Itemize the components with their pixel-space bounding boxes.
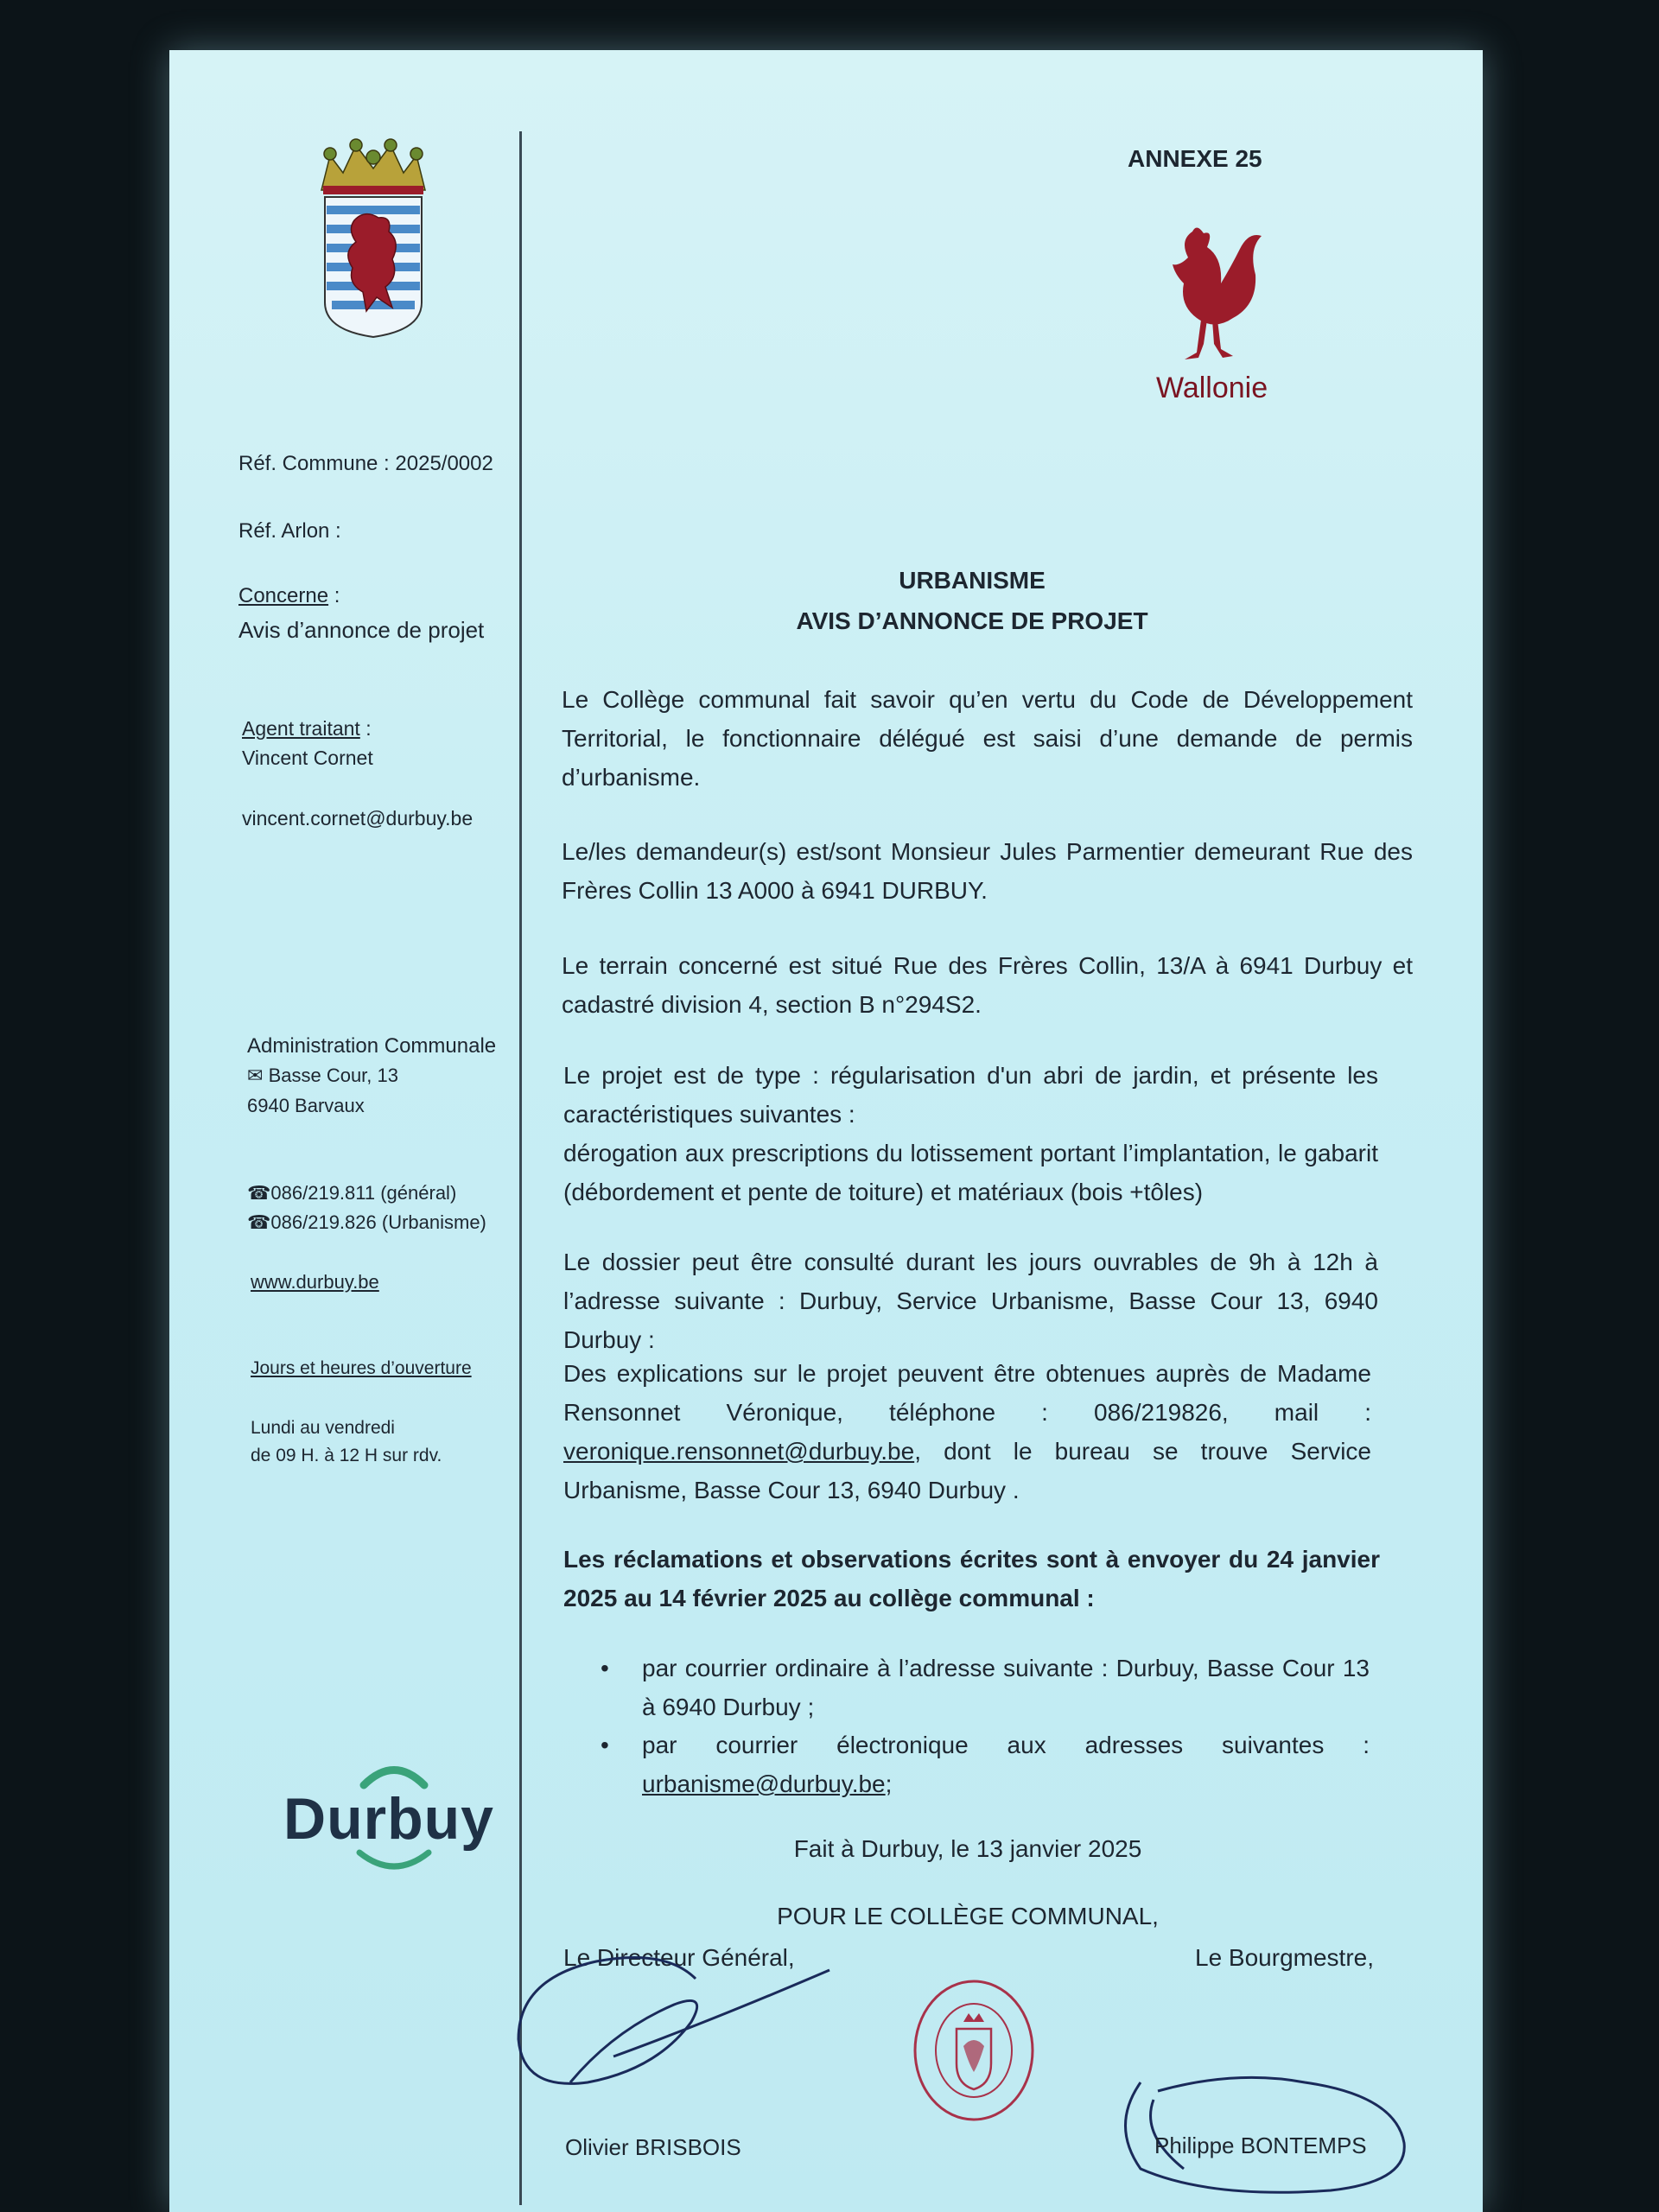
- urbanisme-email-link[interactable]: urbanisme@durbuy.be: [642, 1770, 886, 1797]
- mayor-name: Philippe BONTEMPS: [1154, 2133, 1367, 2158]
- bullet-email-text: [642, 1726, 1370, 1803]
- concerne-label: Concerne: [238, 584, 329, 607]
- notice-subtitle: AVIS D’ANNONCE DE PROJET: [796, 607, 1148, 634]
- paragraph-derogation: dérogation aux prescriptions du lotissement portant l’implantation, le gabarit (débordement et pente de toiture) et matériaux (bois +tôles): [563, 1140, 1378, 1205]
- bullet-email: [601, 1726, 1370, 1803]
- mayor-role: Le Bourgmestre,: [1195, 1944, 1374, 1971]
- phone-general-line: [247, 1179, 456, 1208]
- paragraph-project-type: Le projet est de type : régularisation d'un abri de jardin, et présente les caractéristiques suivantes :: [563, 1062, 1378, 1128]
- concerne-value: Avis d’annonce de projet: [238, 617, 485, 643]
- envelope-icon: ✉: [247, 1065, 264, 1086]
- paragraph-intro: Le Collège communal fait savoir qu’en vertu du Code de Développement Territorial, le fonctionnaire délégué est saisi d’une demande de permis d’urbanisme.: [562, 686, 1413, 791]
- agent-name: Vincent Cornet: [242, 747, 373, 769]
- annex-label: ANNEXE 25: [1128, 145, 1262, 172]
- paragraph-applicant: Le/les demandeur(s) est/sont Monsieur Jules Parmentier demeurant Rue des Frères Collin 13 A000 à 6941 DURBUY.: [562, 838, 1413, 904]
- notice-title: URBANISME: [899, 567, 1046, 594]
- website-link[interactable]: www.durbuy.be: [251, 1271, 379, 1293]
- paragraph-location: Le terrain concerné est situé Rue des Frères Collin, 13/A à 6941 Durbuy et cadastré division 4, section B n°294S2.: [562, 952, 1413, 1018]
- phone-urbanisme-line: [247, 1208, 486, 1237]
- durbuy-logo-text: Durbuy: [283, 1786, 494, 1852]
- phone-icon: ☎: [247, 1211, 271, 1233]
- paragraph-consultation: Le dossier peut être consulté durant les jours ouvrables de 9h à 12h à l’adresse suivante : Durbuy, Service Urbanisme, Basse Cour 13, 6940 Durbuy :: [563, 1249, 1378, 1353]
- phone-icon: ☎: [247, 1182, 271, 1204]
- paragraph-contact: [563, 1354, 1371, 1510]
- hours-time: de 09 H. à 12 H sur rdv.: [251, 1446, 442, 1465]
- durbuy-logo: [282, 1751, 498, 1880]
- agent-separator: :: [359, 717, 372, 740]
- admin-name: Administration Communale: [247, 1034, 497, 1058]
- bullet-postal: [601, 1649, 1370, 1726]
- concerne-heading: [238, 582, 340, 611]
- ref-arlon: Réf. Arlon :: [238, 519, 341, 543]
- phone-general[interactable]: 086/219.811 (général): [270, 1182, 457, 1204]
- admin-street-line: [247, 1061, 398, 1090]
- director-role: Le Directeur Général,: [563, 1944, 795, 1971]
- bullet-postal-text: par courrier ordinaire à l’adresse suivante : Durbuy, Basse Cour 13 à 6940 Durbuy ;: [642, 1655, 1370, 1720]
- wallonie-logo-text: Wallonie: [1156, 372, 1268, 404]
- admin-street: Basse Cour, 13: [268, 1065, 398, 1086]
- column-divider: [519, 131, 522, 2205]
- admin-city: 6940 Barvaux: [247, 1095, 365, 1116]
- contact-email-link[interactable]: veronique.rensonnet@durbuy.be: [563, 1438, 915, 1465]
- director-name: Olivier BRISBOIS: [565, 2134, 741, 2160]
- commune-stamp: [912, 1977, 1037, 2124]
- contact-text-end: , dont le bureau se trouve Service Urbanisme, Basse Cour 13, 6940 Durbuy .: [563, 1438, 1371, 1503]
- mayor-signature: [1106, 2048, 1417, 2203]
- for-college: POUR LE COLLÈGE COMMUNAL,: [777, 1903, 1159, 1929]
- hours-days: Lundi au vendredi: [251, 1418, 395, 1438]
- wallonie-rooster-icon: [1154, 223, 1266, 370]
- agent-email[interactable]: vincent.cornet@durbuy.be: [242, 807, 474, 830]
- agent-heading: [242, 714, 372, 743]
- contact-text-start: Des explications sur le projet peuvent être obtenues auprès de Madame Rensonnet Véronique, téléphone : 086/219826, mail :: [563, 1360, 1371, 1426]
- hours-title: Jours et heures d’ouverture: [251, 1358, 472, 1378]
- bullet-email-lead: par courrier électronique aux adresses suivantes :: [642, 1732, 1370, 1758]
- ref-commune: Réf. Commune : 2025/0002: [238, 452, 493, 475]
- bullet-dot: •: [601, 1732, 609, 1758]
- bullet-email-end: ;: [885, 1770, 893, 1797]
- bullet-dot: •: [601, 1655, 609, 1681]
- province-crest-icon: [313, 138, 434, 341]
- phone-urbanisme[interactable]: 086/219.826 (Urbanisme): [270, 1211, 486, 1233]
- paragraph-objections: Les réclamations et observations écrites sont à envoyer du 24 janvier 2025 au 14 février 2025 au collège communal :: [563, 1546, 1380, 1611]
- concerne-separator: :: [328, 584, 340, 607]
- agent-label: Agent traitant: [242, 717, 360, 740]
- director-signature: [510, 1944, 838, 2100]
- place-date: Fait à Durbuy, le 13 janvier 2025: [793, 1835, 1142, 1862]
